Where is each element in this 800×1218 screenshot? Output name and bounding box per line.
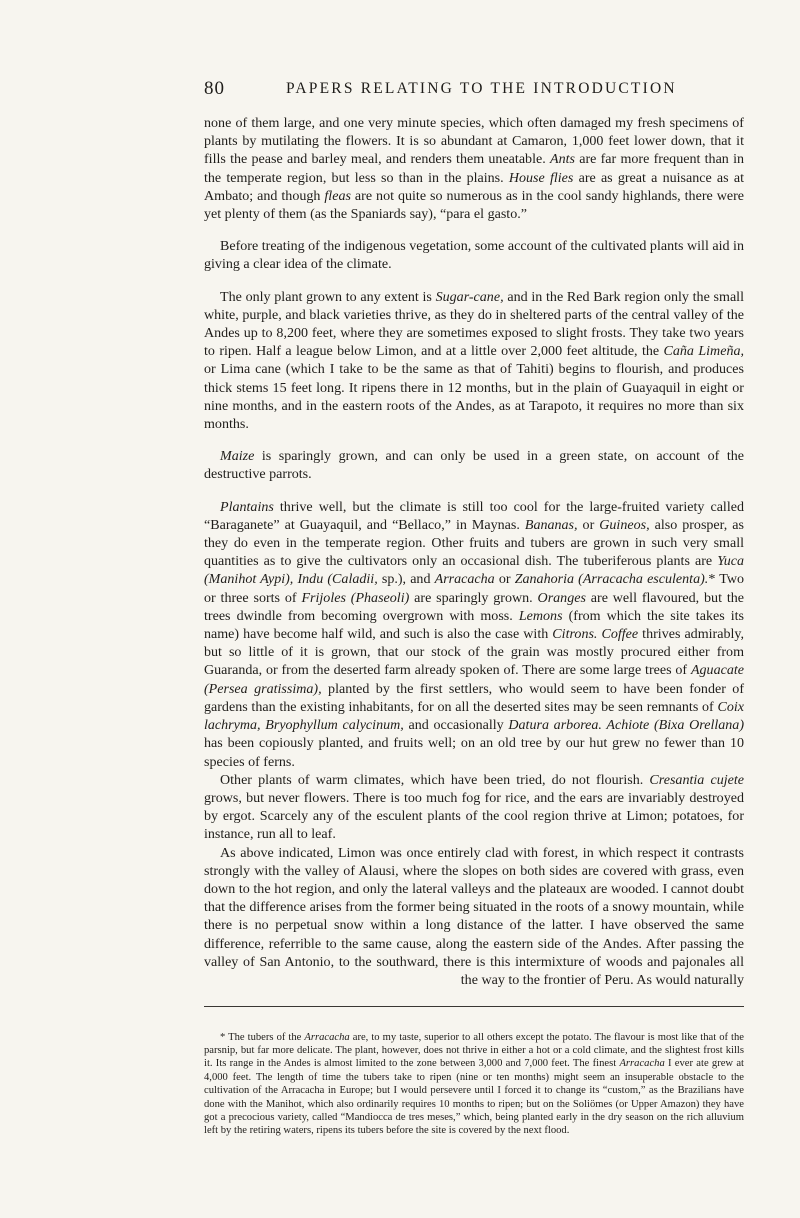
italic-term: Maize — [220, 448, 255, 465]
italic-term: fleas — [324, 187, 351, 204]
italic-term: Yuca (Manihot Aypi), — [204, 553, 744, 588]
paragraph-plantains: Plantains thrive well, but the climate is still too cool for the large-fruited variety called “Baraganete” at Guayaquil, and “Bellaco,” in Maynas. Bananas, or Guineos, also prosper, as they do even in the temperate region. Other fruits and tubers are grown in such very small quantities as to give the cultivators only an occasional dish. The tuberiferous plants are Yuca (Manihot Aypi), Indu (Caladii, sp.), and Arracacha or Zanahoria (Arracacha esculenta).* Two or three sorts of Frijoles (Phaseoli) are sparingly grown. Oranges are well flavoured, but the trees dwindle from becoming overgrown with moss. Lemons (from which the site takes its name) have become half wild, and such is also the case with Citrons. Coffee thrives admirably, but so little of it is grown, that our stock of the grain was mostly procured either from Guaranda, or from the deserted farm already spoken of. There are some large trees of Aguacate (Persea gratissima), planted by the first settlers, who would seem to have been fonder of gardens than the existing inhabitants, for on all the deserted sites may be seen remnants of Coix lachryma, Bryophyllum calycinum, and occasionally Datura arborea. Achiote (Bixa Orellana) has been copiously planted, and fruits well; on an old tree by our hut grew no fewer than 10 species of ferns. — [204, 498, 744, 770]
italic-term: Coix lachryma, Bryophyllum calycinum, — [204, 698, 744, 734]
italic-term: Ants — [549, 151, 575, 168]
paragraph-cultivated-intro: Before treating of the indigenous vegetation, some account of the cultivated plants will aid in giving a clear idea of the climate. — [204, 238, 744, 273]
italic-term: House flies — [508, 169, 574, 186]
italic-term: Sugar-cane, — [435, 288, 504, 305]
body-text — [204, 114, 744, 989]
italic-term: Arracacha — [304, 1031, 350, 1043]
page-header — [204, 78, 744, 106]
italic-term: Zanahoria (Arracacha esculenta). — [514, 571, 709, 588]
footnote-arracacha: * The tubers of the Arracacha are, to my taste, superior to all others except the potato. The flavour is most like that of the parsnip, but far more delicate. The plant, however, does not thrive in either a hot or a cold climate, and the slightest frost kills it. Its range in the Andes is almost limited to the zone between 3,000 and 7,000 feet. The finest Arracacha I ever ate grew at 4,000 feet. The length of time the tubers take to ripen (nine or ten months) might seem an insuperable obstacle to the cultivation of the Arracacha in Europe; but I would persevere until I forced it to change its “custom,” as the Brazilians have done with the Manihot, which also ordinarily requires 10 months to ripen; but on the Soliömes (or Upper Amazon) they have got a precocious variety, called “Mandiocca de tres meses,” which, being planted early in the dry season on the rich alluvium left by the retiring waters, ripens its tubers before the site is covered by the next flood. — [204, 1031, 744, 1137]
paragraph-forest: As above indicated, Limon was once entirely clad with forest, in which respect it contrasts strongly with the valley of Alausi, where the slopes on both sides are covered with grass, even down to the hot region, and only the lateral valleys and the plateaux are wooded. I cannot doubt that the difference arises from the former being situated in the roots of a snowy mountain, while there is no perpetual snow within a long distance of the latter. I have observed the same difference, referrible to the same cause, along the eastern side of the Andes. After passing the valley of San Antonio, to the southward, there is this intermixture of woods and pajonales all the way to the frontier of Peru. As would naturally — [204, 844, 744, 988]
italic-term: Arracacha — [619, 1058, 665, 1070]
paragraph-insects: none of them large, and one very minute species, which often damaged my fresh specimens of plants by mutilating the flowers. It is so abundant at Camaron, 1,000 feet lower down, that it fills the pease and barley meal, and renders them uneatable. Ants are far more frequent than in the temperate region, but less so than in the plains. House flies are as great a nuisance as at Ambato; and though fleas are not quite so numerous as in the cool sandy highlands, there were yet plenty of them (as the Spaniards say), “para el gasto.” — [204, 115, 745, 223]
paragraph-other-plants: Other plants of warm climates, which have been tried, do not flourish. Cresantia cujete grows, but never flowers. There is too much fog for rice, and the ears are invariably destroyed by ergot. Scarcely any of the esculent plants of the cool region thrive at Limon; potatoes, for instance, run all to leaf. — [204, 771, 745, 843]
italic-term: Arracacha — [434, 571, 495, 588]
italic-term: Oranges — [537, 589, 586, 606]
paragraph-sugar-cane: The only plant grown to any extent is Sugar-cane, and in the Red Bark region only the small white, purple, and black varieties thrive, as they do in sheltered parts of the central valley of the Andes up to 8,200 feet, where they are sometimes exposed to slight frosts. They take two years to ripen. Half a league below Limon, and at a little over 2,000 feet altitude, the Caña Limeña, or Lima cane (which I take to be the same as that of Tahiti) begins to flourish, and produces thick stems 15 feet long. It ripens there in 12 months, but in the plain of Guayaquil in eight or nine months, and in the eastern roots of the Andes, as at Tarapoto, it requires no more than six months. — [204, 288, 744, 433]
italic-term: Aguacate (Persea gratissima), — [204, 662, 744, 697]
italic-term: Bananas, — [524, 516, 578, 533]
italic-term: Coffee — [601, 626, 639, 643]
italic-term: Datura arborea. Achiote (Bixa Orellana) — [508, 717, 744, 734]
italic-term: Caña Limeña, — [663, 343, 744, 360]
italic-term: Cresantia cujete — [649, 771, 745, 788]
italic-term: Indu (Caladii, — [297, 571, 378, 588]
italic-term: Citrons. — [552, 626, 598, 643]
italic-term: Plantains — [220, 498, 274, 515]
italic-term: Lemons — [518, 607, 563, 624]
page-number: 80 — [204, 78, 225, 99]
paragraph-maize: Maize is sparingly grown, and can only be used in a green state, on account of the destructive parrots. — [204, 448, 744, 483]
running-head: PAPERS RELATING TO THE INTRODUCTION — [286, 80, 677, 97]
italic-term: Frijoles (Phaseoli) — [301, 589, 410, 606]
footnote-rule — [204, 1006, 744, 1007]
italic-term: Guineos, — [599, 516, 650, 533]
